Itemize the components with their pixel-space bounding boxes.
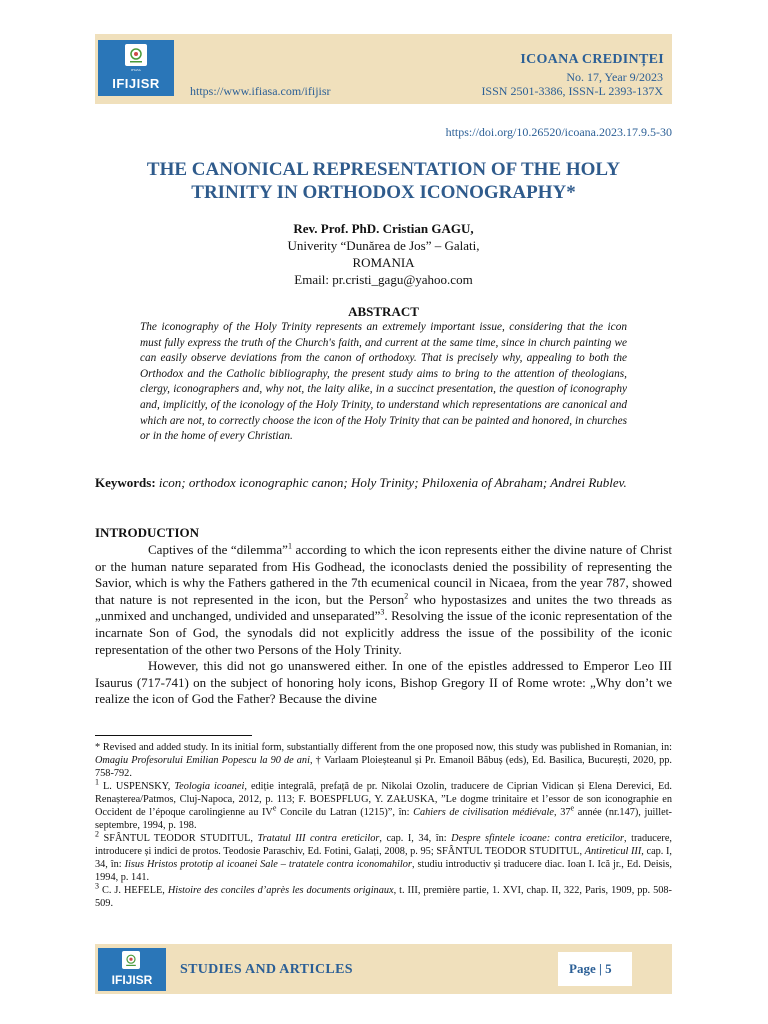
text-run: , t. III, première partie, 1. XVI, chap. II, 322, Paris, 1909, pp. 508-509. bbox=[95, 885, 672, 909]
footnote-3 bbox=[95, 881, 672, 910]
text-run: , studiu introductiv și traducere diac. Ioan I. Ică jr., Ed. Deisis, 1994, p. 141. bbox=[95, 859, 673, 883]
text-run: Despre sfintele icoane: contra ereticilor bbox=[451, 833, 625, 844]
text-run: , 37 bbox=[553, 807, 571, 818]
footnote-divider bbox=[95, 735, 252, 736]
footnote-1 bbox=[95, 777, 672, 832]
text-run: , cap. I, 34, în: bbox=[95, 846, 673, 870]
author-country: ROMANIA bbox=[352, 255, 415, 270]
footnote-number: 1 bbox=[95, 777, 99, 787]
emblem-icon bbox=[122, 951, 140, 969]
emblem-icon bbox=[125, 44, 147, 66]
footnote-number: 3 bbox=[95, 881, 99, 891]
page-number-box bbox=[558, 952, 632, 986]
abstract-heading: ABSTRACT bbox=[348, 304, 419, 319]
keywords-label: Keywords: bbox=[95, 475, 156, 490]
text-run: Omagiu Profesorului Emilian Popescu la 90 de ani bbox=[95, 755, 310, 766]
footnote-number: 2 bbox=[95, 829, 99, 839]
footnote-2 bbox=[95, 829, 673, 884]
footnote-ref[interactable]: 3 bbox=[380, 608, 385, 618]
page-number: Page | 5 bbox=[569, 961, 612, 976]
text-run: C. J. HEFELE, bbox=[99, 885, 168, 896]
keywords bbox=[95, 474, 627, 491]
text-run: , traducere, introducere și indici de protos. Teodosie Paraschiv, Ed. Fotini, Galați, 2008, p. 95; SFÂNTUL TEODOR STUDITUL, bbox=[95, 833, 672, 857]
paragraph bbox=[95, 542, 672, 658]
superscript: e bbox=[272, 803, 277, 813]
text-run: Iisus Hristos prototip al icoanei Sale – tratatele contra iconomahilor bbox=[124, 859, 412, 870]
introduction-heading: INTRODUCTION bbox=[95, 525, 200, 540]
site-url-link[interactable]: https://www.ifiasa.com/ifijisr bbox=[190, 84, 331, 98]
text-run: who hypostasizes and unites the two threads as „unmixed and unchanged, undivided and unseparated” bbox=[95, 591, 672, 624]
introduction-body bbox=[95, 542, 672, 708]
author-name: Rev. Prof. PhD. Cristian GAGU, bbox=[293, 221, 474, 236]
text-run: Concile du Latran (1215)”, în: bbox=[276, 807, 414, 818]
text-run: Antireticul III bbox=[584, 846, 642, 857]
abstract-text: The iconography of the Holy Trinity represents an extremely important issue, considering that the icon must fully express the truth of the Church's faith, and current at the same time, since in church painting we can easily observe deviations from the canon of orthodoxy. That is precisely why, appealing to both the Orthodox and the Catholic bibliography, the present study aims to bring to the attention of theologians, clergy, iconographers and, why not, the laity alike, in a succinct presentation, the question of iconography and, implicitly, of the iconology of the Holy Trinity, to understand which representations are canonical and which are not, to correctly choose the icon of the Holy Trinity that can be painted and honored, in churches or in the home of every Christian. bbox=[140, 321, 627, 443]
logo-text: IFIJISR bbox=[112, 76, 160, 91]
text-run: Captives of the “dilemma” bbox=[148, 542, 288, 557]
text-run: Tratatul III contra ereticilor bbox=[257, 833, 380, 844]
footnote-ref[interactable]: 2 bbox=[404, 591, 409, 601]
journal-issn: ISSN 2501-3386, ISSN-L 2393-137X bbox=[481, 84, 663, 98]
footnote-ref[interactable]: 1 bbox=[287, 541, 292, 551]
author-email[interactable]: Email: pr.cristi_gagu@yahoo.com bbox=[294, 272, 473, 287]
text-run: année (nr.147), juillet-septembre, 1994, p. 198. bbox=[95, 807, 672, 831]
doi-link[interactable]: https://doi.org/10.26520/icoana.2023.17.9.5-30 bbox=[445, 125, 672, 139]
text-run: L. USPENSKY, bbox=[99, 781, 175, 792]
text-run: * Revised and added study. In its initial form, substantially different from the one proposed now, this study was published in Romanian, in: bbox=[95, 742, 672, 753]
author-affiliation: Univerity “Dunărea de Jos” – Galati, bbox=[287, 238, 480, 253]
journal-logo[interactable] bbox=[98, 40, 174, 96]
text-run: according to which the icon represents either the divine nature of Christ or the human nature separated from His Godhead, the iconoclasts denied the possibility of representing the Savior, which is why the Fathers gathered in the 7th ecumenical council in Nicaea, from the year 787, showed that nature is not represented in the icon, but the Person bbox=[95, 542, 673, 607]
text-run: , cap. I, 34, în: bbox=[379, 833, 452, 844]
title-line-1: THE CANONICAL REPRESENTATION OF THE HOLY bbox=[146, 159, 621, 180]
text-run: Cahiers de civilisation médiévale bbox=[413, 807, 554, 818]
author-block bbox=[95, 220, 672, 288]
keywords-text: icon; orthodox iconographic canon; Holy Trinity; Philoxenia of Abraham; Andrei Rublev. bbox=[158, 475, 627, 490]
footnote-star bbox=[95, 741, 672, 780]
footnotes bbox=[95, 741, 672, 910]
text-run: Histoire des conciles d’après les documents originaux bbox=[167, 885, 394, 896]
text-run: , † Varlaam Ploieșteanul și Pr. Emanoil Băbuș (eds), Ed. Basilica, București, 2020, pp. 758-792. bbox=[95, 755, 672, 779]
text-run: , ediție integrală, prefață de pr. Nikolai Ozolin, traducere de Ciprian Vidican și Elena Derevici, Ed. Renașterea/Patmos, Cluj-Napoca, 2012, p. 113; F. BOESPFLUG, Y. ZAŁUSKA, ”Le dogme trinitaire et l’essor de son iconographie en Occident de l’époque carolingienne au IV bbox=[95, 781, 672, 818]
superscript: e bbox=[570, 803, 575, 813]
logo-subtext: IFIASA bbox=[131, 68, 141, 72]
text-run: Teologia icoanei bbox=[174, 781, 245, 792]
text-run: SFÂNTUL TEODOR STUDITUL, bbox=[99, 833, 258, 844]
footer-logo[interactable] bbox=[98, 948, 166, 991]
paragraph: However, this did not go unanswered either. In one of the epistles addressed to Emperor Leo III Isaurus (717-741) on the subject of honoring holy icons, Bishop Gregory II of Rome wrote: „Why don’t we realize the icon of God the Father? Because the divine bbox=[95, 658, 672, 707]
footer-logo-text: IFIJISR bbox=[111, 973, 153, 987]
article-title bbox=[95, 158, 672, 204]
journal-name: ICOANA CREDINȚEI bbox=[520, 52, 664, 67]
section-label: STUDIES AND ARTICLES bbox=[180, 962, 353, 977]
title-line-2: TRINITY IN ORTHODOX ICONOGRAPHY* bbox=[191, 182, 576, 203]
journal-issue: No. 17, Year 9/2023 bbox=[566, 70, 663, 84]
text-run: . Resolving the issue of the iconic representation of the incarnate Son of God, the synodals did not explicitly address the issue of the possibility of the iconic representation of the other two Persons of the Holy Trinity. bbox=[95, 608, 672, 657]
